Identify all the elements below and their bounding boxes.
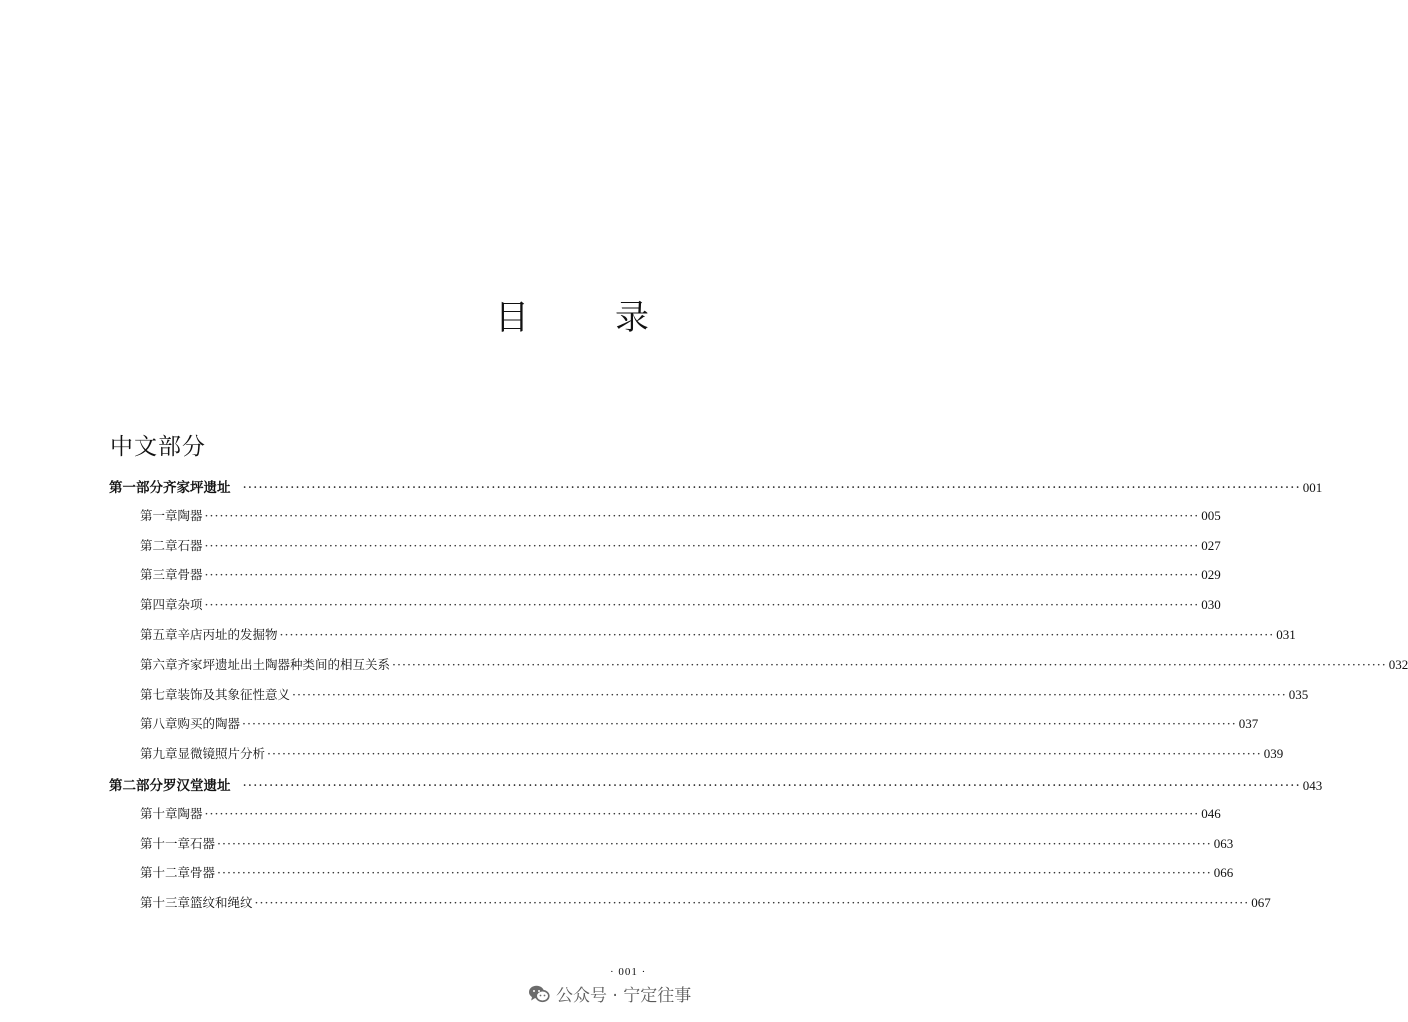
page-title: 目 录 [495, 298, 675, 338]
toc-number: 第一部分 [109, 480, 163, 496]
toc-title: 篮纹和绳纹 [190, 895, 253, 911]
toc-title: 显微镜照片分析 [177, 746, 266, 762]
toc-page-number: 005 [1201, 507, 1221, 523]
leader-dots: ········································································································································································································ [292, 686, 1287, 702]
watermark-text: 公众号 · 宁定往事 [556, 986, 692, 1006]
toc-page-number: 032 [1388, 656, 1408, 672]
toc-chapter-row [109, 685, 1309, 715]
toc-number: 第七章 [140, 686, 178, 702]
toc-page-number: 029 [1201, 567, 1221, 583]
toc-number: 第十一章 [140, 835, 191, 851]
watermark [528, 981, 691, 1006]
toc-title: 骨器 [190, 865, 216, 881]
toc-page-number: 035 [1288, 686, 1309, 702]
toc-page-number: 039 [1263, 746, 1284, 762]
leader-dots: ········································································································································································································ [242, 716, 1237, 732]
toc-title: 陶器 [177, 805, 203, 821]
page-number: · 001 · [610, 966, 647, 978]
toc-title: 杂项 [177, 597, 203, 613]
toc-number: 第三章 [140, 567, 178, 583]
leader-dots: ········································································································································································································ [204, 567, 1200, 583]
toc-number: 第九章 [140, 746, 178, 762]
toc-page-number: 066 [1213, 865, 1234, 881]
wechat-icon [528, 984, 550, 1004]
toc-page-number: 030 [1201, 597, 1221, 613]
toc-number: 第十三章 [140, 895, 191, 911]
toc-chapter-row [109, 506, 1221, 536]
toc-chapter-row [109, 804, 1221, 834]
toc-chapter-row [109, 893, 1271, 923]
toc-chapter-row [109, 655, 1408, 685]
toc-number: 第八章 [140, 716, 178, 732]
leader-dots: ········································································································································································································ [242, 777, 1301, 794]
table-of-contents [109, 476, 1408, 923]
toc-chapter-row [109, 625, 1296, 655]
toc-part-row [109, 476, 1323, 506]
leader-dots: ········································································································································································································ [217, 835, 1212, 851]
toc-page-number: 001 [1302, 480, 1323, 495]
toc-page-number: 027 [1201, 537, 1221, 553]
toc-chapter-row [109, 536, 1221, 566]
toc-title: 装饰及其象征性意义 [177, 686, 291, 702]
toc-title: 骨器 [177, 567, 203, 583]
toc-title: 石器 [177, 537, 203, 553]
leader-dots: ········································································································································································································ [204, 537, 1200, 553]
toc-page-number: 031 [1276, 626, 1296, 642]
toc-page-number: 067 [1251, 895, 1271, 911]
toc-number: 第十二章 [140, 865, 191, 881]
toc-number: 第四章 [140, 597, 178, 613]
toc-chapter-row [109, 595, 1221, 625]
toc-title: 辛店丙址的发掘物 [177, 626, 278, 642]
toc-page-number: 037 [1238, 716, 1259, 732]
toc-chapter-row [109, 863, 1234, 893]
leader-dots: ········································································································································································································ [392, 656, 1387, 672]
toc-number: 第二章 [140, 537, 178, 553]
toc-number: 第五章 [140, 626, 178, 642]
toc-page-number: 063 [1213, 835, 1234, 851]
leader-dots: ········································································································································································································ [279, 626, 1275, 642]
leader-dots: ········································································································································································································ [267, 746, 1262, 762]
toc-number: 第一章 [140, 507, 178, 523]
toc-chapter-row [109, 565, 1221, 595]
toc-part-row [109, 774, 1323, 804]
toc-title: 罗汉堂遗址 [163, 777, 231, 794]
toc-number: 第二部分 [109, 777, 163, 794]
toc-title: 陶器 [177, 507, 203, 523]
toc-title: 石器 [190, 835, 216, 851]
toc-title: 齐家坪遗址 [163, 480, 231, 496]
toc-chapter-row [109, 714, 1259, 744]
toc-page-number: 043 [1302, 777, 1323, 793]
leader-dots: ········································································································································································································ [204, 805, 1200, 821]
leader-dots: ········································································································································································································ [242, 480, 1301, 496]
leader-dots: ········································································································································································································ [217, 865, 1212, 881]
toc-number: 第十章 [140, 805, 178, 821]
toc-title: 购买的陶器 [177, 716, 241, 732]
section-title: 中文部分 [110, 434, 206, 460]
toc-chapter-row [109, 834, 1234, 864]
leader-dots: ········································································································································································································ [204, 597, 1200, 613]
leader-dots: ········································································································································································································ [254, 895, 1250, 911]
toc-chapter-row [109, 744, 1284, 774]
toc-title: 齐家坪遗址出土陶器种类间的相互关系 [177, 656, 391, 672]
toc-number: 第六章 [140, 656, 178, 672]
toc-page-number: 046 [1201, 805, 1221, 821]
leader-dots: ········································································································································································································ [204, 507, 1200, 523]
